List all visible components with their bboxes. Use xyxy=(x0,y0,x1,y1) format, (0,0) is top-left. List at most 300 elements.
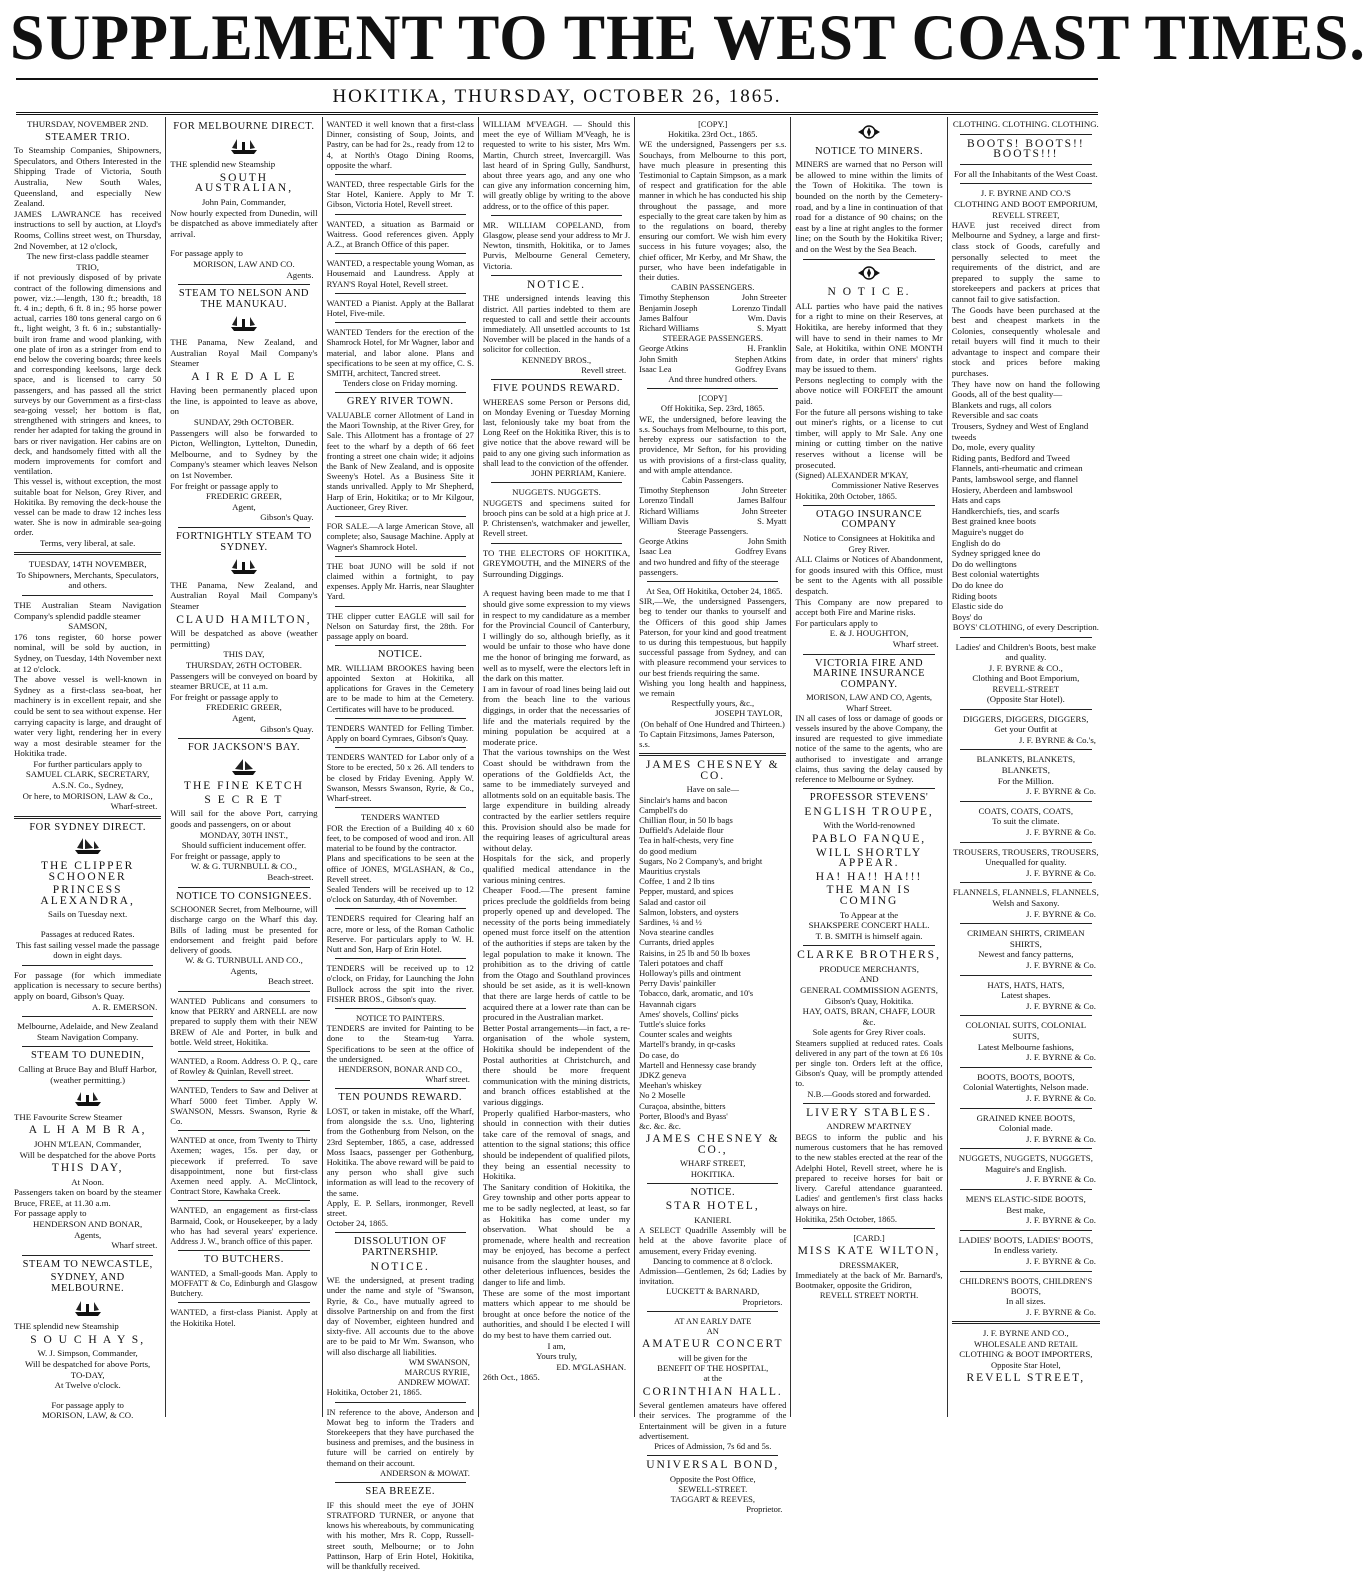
column-7 xyxy=(948,117,1104,1417)
ad-heading: STEERAGE PASSENGERS. xyxy=(662,333,763,344)
divider xyxy=(178,1080,309,1081)
ad-heading: COLONIAL SUITS, COLONIAL SUITS, xyxy=(965,1020,1087,1041)
ad-text: Newest and fancy patterns, xyxy=(978,949,1074,960)
ad-text: Get your Outfit at xyxy=(994,724,1058,735)
list-item: Tea in half-chests, very fine xyxy=(639,835,734,846)
divider xyxy=(491,215,622,216)
ad-heading: COATS, COATS, COATS, xyxy=(978,805,1074,816)
ad-text: Having been permanently placed upon the line, is appointed to leave as above, on xyxy=(170,385,318,417)
ad-heading: THE MAN IS COMING xyxy=(826,884,912,907)
list-item: Pepper, mustard, and spices xyxy=(639,886,734,897)
ad-text: Cheaper Food.—The present famine prices preclude the goldfields from being properly opened up and developed. The necessity of the ports being immediately opened must force itself on the attention of the authorities if steps are taken by the legal population to make it known. The prohibition as to the driving of cattle from the Otago and Southland provinces should be set aside, as it is well-known that there are large herds of cattle to be acquired there at a lower rate than can be procured in the Australian market. xyxy=(482,885,631,1023)
list-item: Sugars, No 2 Company's, and bright Mauritius crystals xyxy=(639,855,763,876)
ad-text: BOYS' CLOTHING, of every Description. xyxy=(952,622,1099,633)
divider xyxy=(22,595,153,596)
ad-agent: Proprietor. xyxy=(746,1504,783,1515)
ad-text: For passage (for which immediate application is necessary to secure berths) apply on board, Gibson's Quay. xyxy=(14,969,162,1001)
ad-text: MORISON, LAW AND CO, Agents, Wharf Street. xyxy=(806,692,933,713)
list-item: Elastic side do xyxy=(951,601,1003,612)
divider xyxy=(178,991,309,992)
list-item: Do, mole, every quality xyxy=(951,442,1035,453)
ad-heading: PROFESSOR STEVENS' xyxy=(809,792,929,804)
divider xyxy=(491,482,622,483)
ad-heading: JAMES CHESNEY & CO. xyxy=(645,759,780,782)
ad-heading: TEN POUNDS REWARD. xyxy=(338,1092,463,1104)
passenger-list xyxy=(639,292,786,333)
divider xyxy=(803,1228,934,1229)
ad-agent: W. & G. TURNBULL AND CO., xyxy=(185,955,303,966)
ad-heading: FIVE POUNDS REWARD. xyxy=(492,383,621,395)
ad-heading: VICTORIA FIRE AND MARINE INSURANCE COMPANY. xyxy=(812,657,926,690)
ad-text: BEGS to inform the public and his numerous customers that he has removed to the new stables erected at the rear of the Adelphi Hotel, Revell street, where he is prepared to receive horses for bait or livery. Careful attendance guaranteed. Ladies' and gentlemen's first class hacks always on hire. xyxy=(795,1132,943,1214)
ad-agent: J. F. BYRNE & Co. xyxy=(1026,959,1096,970)
list-item xyxy=(639,516,786,526)
ad-text: The new first-class paddle steamer xyxy=(26,251,149,262)
divider xyxy=(335,606,466,607)
ad-text: To suit the climate. xyxy=(992,816,1060,827)
divider xyxy=(335,1088,466,1089)
ad-agent: J. F. BYRNE & Co. xyxy=(1026,1052,1096,1063)
ad-text: THE splendid new Steamship xyxy=(170,159,276,170)
ad-text: WHEREAS some Person or Persons did, on Monday Evening or Tuesday Morning last, feloniously take my boat from the Long Reef on the Hokitika River, this is to give notice that the above reward will be paid to any one giving such information as shall lead to the conviction of the offender. xyxy=(482,396,631,468)
divider xyxy=(803,654,934,655)
ad-date: THURSDAY, NOVEMBER 2ND. xyxy=(27,119,149,129)
ship-name: S O U C H A Y S, xyxy=(30,1333,146,1346)
ad-agent: J. F. BYRNE & Co. xyxy=(1026,1256,1096,1267)
ad-heading: CABIN PASSENGERS. xyxy=(671,282,755,293)
ad-text: Latest Melbourne fashions, xyxy=(977,1041,1074,1052)
list-cell: John Streeter xyxy=(741,485,787,496)
ad-text: Will be despatched for the above Ports xyxy=(19,1149,156,1160)
list-item xyxy=(639,506,786,516)
list-cell: John Streeter xyxy=(741,292,787,303)
ad-text: Unequalled for quality. xyxy=(985,857,1067,868)
ad-text: SCHOONER Secret, from Melbourne, will discharge cargo on the Wharf this day. Bills of lading must be presented for endorsement and freight paid before delivery of goods. xyxy=(170,904,318,956)
ad-heading: Melbourne, Adelaide, and New Zealand Steam Navigation Company. xyxy=(17,1021,158,1042)
list-cell: H. Franklin xyxy=(747,343,787,354)
list-cell: Benjamin Joseph xyxy=(639,302,698,313)
divider xyxy=(803,505,934,506)
ad-text: For all the Inhabitants of the West Coast. xyxy=(953,168,1098,179)
columns xyxy=(10,117,1104,1571)
list-item xyxy=(639,495,786,505)
ad-text: A request having been made to me that I should give some expression to my views in respect to my candidature as a member for the Provincial Council of Canterbury, I willingly do so, although briefly, as it would be unfair to those who have done me the honor of bringing me forward, as well as to myself, were the electors left in the dark on this matter. xyxy=(482,588,631,684)
ad-date: TUESDAY, 14TH NOVEMBER, xyxy=(28,559,147,570)
divider xyxy=(960,164,1092,165)
ad-text: THE Favourite Screw Steamer xyxy=(14,1111,123,1122)
ad-text: WANTED, a first-class Pianist. Apply at the Hokitika Hotel. xyxy=(170,1307,318,1328)
ad-text: Clothing and Boot Emporium, xyxy=(972,673,1080,684)
ad-agent: FREDERIC GREER, xyxy=(206,702,282,713)
list-item: Best colonial watertights xyxy=(951,569,1040,580)
ad-text: For the future all persons wishing to take out miner's rights, or a license to cut timber, will apply to Mr Sale. Any one mining or cutting timber on the native reserves without a license will be prosecuted. xyxy=(795,406,943,470)
ad-agent: MARCUS RYRIE, xyxy=(404,1367,470,1378)
divider xyxy=(803,945,934,946)
ad-heading: J. F. BYRNE AND CO., xyxy=(982,1328,1069,1339)
ad-agent: J. F. BYRNE & Co. xyxy=(1026,1000,1096,1011)
ad-heading: NOTICE. xyxy=(690,1186,736,1198)
list-item: Coffee, 1 and 2 lb tins xyxy=(639,876,715,887)
ad-text: I am in favour of road lines being laid out from the beach line to the various diggings, in order that the necessaries of life and the materials required by the mining population be acquired at a moderate price. xyxy=(482,683,631,747)
ad-date: MONDAY, 30TH INST., xyxy=(199,829,288,840)
ad-text: Wishing you long health and happiness, we remain xyxy=(639,677,787,698)
list-cell: Timothy Stephenson xyxy=(639,292,710,303)
ad-heading: NOTICE. xyxy=(370,1260,430,1273)
ad-text: Best make, xyxy=(1006,1204,1046,1215)
ad-text: TENDERS WANTED for Felling Timber. Apply on board Cymraes, Gibson's Quay. xyxy=(326,722,474,743)
divider xyxy=(178,1302,309,1303)
ad-text: AND xyxy=(859,974,879,985)
ad-agent: TAGGART & REEVES, xyxy=(670,1494,755,1505)
ad-text: WE the undersigned, Passengers per s.s. Souchays, from Melbourne to this port, have much pleasure in presenting this Testimonial to Captain Simpson, as a mark of respect and gratification for the able manner in which he has conducted his ship throughout the passage, and more especially to the great care taken by him as to the regulations on board, thereby ensuring our comfort. We wish him every success in his future voyages; also, the chief officer, Mr Kerby, and Mr Shaw, the purser, who have been indefatigable in their duties. xyxy=(639,139,787,283)
ad-text: JAMES LAWRANCE has received instructions to sell by auction, at Lloyd's Rooms, Collins street west, on Thursday, 2nd November, at 12 o'clock, xyxy=(14,208,162,251)
list-item: Counter scales and weights xyxy=(639,1029,732,1040)
dateline: HOKITIKA, THURSDAY, OCTOBER 26, 1865. xyxy=(332,86,782,107)
divider xyxy=(639,753,786,756)
divider xyxy=(335,645,466,646)
ad-heading: BOOTS! BOOTS!! BOOTS!!! xyxy=(966,137,1085,161)
ad-text: MR. WILLIAM COPELAND, from Glasgow, please send your address to Mr J. Newton, tinsmith, Hokitika, or to James Purvis, Melbourne General Cemetery, Victoria. xyxy=(482,219,631,271)
ad-text: THE clipper cutter EAGLE will sail for Nelson on Saturday first, the 28th. For passage apply on board. xyxy=(326,610,474,641)
ad-text: (Opposite Star Hotel). xyxy=(986,694,1065,705)
ad-text: WANTED, a Room. Address O. P. Q., care of Rowley & Quinlan, Revell street. xyxy=(170,1056,318,1077)
ad-agent: JAMES CHESNEY & CO., xyxy=(645,1133,780,1156)
ship-name: A L H A M B R A, xyxy=(28,1124,147,1137)
ad-text: And three hundred others. xyxy=(668,374,758,385)
divider xyxy=(960,923,1092,924)
ship-name: PRINCESS ALEXANDRA, xyxy=(40,884,135,907)
ad-agent: MORISON, LAW, & CO. xyxy=(41,1410,134,1421)
ad-text: Sole agents for Grey River coals. xyxy=(812,1027,926,1038)
list-cell: John Smith xyxy=(747,536,787,547)
divider xyxy=(335,174,466,175)
ad-date: THURSDAY, 26TH OCTOBER. xyxy=(185,659,302,670)
ship-icon xyxy=(14,1299,161,1320)
ad-text: Colonial made. xyxy=(998,1123,1053,1134)
list-item: Taleri potatoes and chaff xyxy=(639,957,724,968)
ad-text: In all sizes. xyxy=(1005,1296,1046,1307)
ad-text: To Shipowners, Merchants, Speculators, and others. xyxy=(16,569,159,591)
ad-agent: Agents, xyxy=(74,1229,102,1240)
ad-text: WANTED, Tenders to Saw and Deliver at Wharf 5000 feet Timber. Apply W. SWANSON, Messrs. Swanson, Ryrie & Co. xyxy=(170,1085,318,1127)
ad-text: TENDERS required for Clearing half an acre, more or less, of the Roman Catholic Reserve. For particulars apply to W. H. Nutt and Son, Harp of Erin Hotel. xyxy=(326,913,474,954)
ad-text: Passengers will also be forwarded to Picton, Wellington, Lyttelton, Dunedin, Melbourne, and to Sydney by the Company's steamer which leaves Nelson on 1st November. xyxy=(170,427,318,481)
ad-heading: NOTICE TO PAINTERS. xyxy=(356,1013,445,1023)
ad-text: At Twelve o'clock. xyxy=(54,1380,121,1391)
ad-text: Respectfully yours, &c., xyxy=(671,698,755,709)
list-item: Nova stearine candles xyxy=(639,927,714,938)
ad-heading: DIGGERS, DIGGERS, DIGGERS, xyxy=(963,713,1089,724)
ad-text: THE splendid new Steamship xyxy=(14,1321,119,1332)
list-cell: Richard Williams xyxy=(639,323,699,334)
ad-agent: Proprietors. xyxy=(742,1296,783,1307)
divider xyxy=(22,1016,153,1017)
divider xyxy=(335,516,466,517)
list-item: Riding pants, Bedford and Tweed xyxy=(951,452,1070,463)
list-cell: Wm. Davis xyxy=(747,312,787,323)
ad-heading: REVELL STREET, xyxy=(966,1371,1086,1384)
ad-text: Have on sale— xyxy=(686,784,739,795)
ad-agent: ANDREW MOWAT. xyxy=(397,1377,470,1388)
divider xyxy=(952,1321,1100,1324)
ad-agent: WHARF STREET, xyxy=(680,1158,746,1169)
divider xyxy=(22,965,153,966)
list-item: Trousers, Sydney and West of England tweeds xyxy=(951,421,1089,442)
ad-text: WILLIAM M'VEAGH. — Should this meet the eye of William M'Veagh, he is requested to write to his sister, Mrs Wm. Martin, Church street, Invercargill. Was last heard of in Spring Gully, Sandhurst, about three years ago, and any one who can give any information concerning him, will greatly oblige by writing to the above address, or to the office of this paper. xyxy=(482,119,631,211)
divider xyxy=(335,214,466,215)
ad-text: The above vessel is well-known in Sydney as a first-class sea-boat, her machinery is in excellent repair, and she could be sent to sea without expense. Her carrying capacity is large, and draught of water very light, rendering her in every way a most desirable steamer for the Hokitika trade. xyxy=(14,674,162,759)
ad-text: Tenders close on Friday morning. xyxy=(343,378,458,389)
list-cell: James Balfour xyxy=(737,495,787,506)
list-item: Handkerchiefs, ties, and scarfs xyxy=(951,505,1060,516)
ad-text: ALL Claims or Notices of Abandonment, for goods insured with this Office, must be sent to the Agents with all possible despatch. xyxy=(795,554,943,596)
ad-text: Passages at reduced Rates. xyxy=(40,929,135,939)
ad-text: Hokitika, October 21, 1865. xyxy=(326,1387,422,1398)
ad-heading: FOR MELBOURNE DIRECT. xyxy=(173,121,315,132)
ad-text: Should sufficient inducement offer. xyxy=(181,840,307,851)
list-item: Hats and caps xyxy=(951,495,1001,506)
divider xyxy=(491,543,622,544)
ad-text: JOHN M'LEAN, Commander, xyxy=(34,1138,142,1149)
ad-text: WANTED, a respectable young Woman, as Housemaid and Laundress. Apply at RYAN'S Royal Hotel, Revell street. xyxy=(326,258,474,289)
ad-agent: Agent, xyxy=(232,712,256,723)
ad-date: At Sea, Off Hokitika, October 24, 1865. xyxy=(646,585,783,596)
divider xyxy=(178,1250,309,1251)
ad-agent: SAMUEL CLARK, SECRETARY, xyxy=(25,769,150,780)
ad-text: They have now on hand the following Goods, all of the best quality— xyxy=(951,378,1100,400)
ad-agent: W. & G. TURNBULL & CO., xyxy=(190,861,297,872)
ad-text: Apply, E. P. Sellars, ironmonger, Revell street. xyxy=(326,1197,474,1219)
divider xyxy=(335,293,466,294)
ad-text: To Steamship Companies, Shipowners, Speculators, and Others Interested in the Shipping Trade of Victoria, South Australia, New South Wales, Queensland, and especially New Zealand. xyxy=(14,145,162,209)
ad-heading: DISSOLUTION OF PARTNERSHIP. xyxy=(353,1236,447,1259)
list-cell: Isaac Lea xyxy=(639,363,672,374)
ad-heading: SEA BREEZE. xyxy=(365,1486,436,1498)
list-cell: James Balfour xyxy=(639,312,688,323)
divider xyxy=(178,1051,309,1052)
list-cell: Stephen Atkins xyxy=(734,353,787,364)
ad-heading: AMATEUR CONCERT xyxy=(642,1338,784,1351)
ad-agent: HENDERSON, BONAR AND CO., xyxy=(338,1064,463,1075)
ad-text: HAVE just received direct from Melbourne and Sydney, a large and first-class stock of Goods, carefully and personally selected to meet the requirements of the district, and are prepared to supply the same to storekeepers and packers at prices that cannot fail to give satisfaction. xyxy=(951,219,1100,304)
ad-agent: J. F. BYRNE & Co. xyxy=(1026,1092,1096,1103)
ad-text: Will be despatched for above Ports, xyxy=(25,1359,151,1369)
ad-text: IN all cases of loss or damage of goods or vessels insured by the above Company, the insured are requested to give immediate notice of the same to the agents, who are authorised to investigate and arrange claims, thus saving the delay caused by reference to Melbourne or Sydney. xyxy=(795,712,943,784)
ad-heading: FLANNELS, FLANNELS, FLANNELS, xyxy=(952,887,1099,898)
list-item: Holloway's pills and ointment xyxy=(639,968,741,979)
ad-text: will be given for the xyxy=(678,1352,748,1363)
divider xyxy=(960,882,1092,883)
ad-text: For particulars apply to xyxy=(795,617,878,628)
passenger-list xyxy=(639,485,786,526)
ad-text: AN xyxy=(706,1326,719,1337)
ad-heading: TO BUTCHERS. xyxy=(203,1254,284,1266)
ad-text: This Company are now prepared to accept both Fire and Marine risks. xyxy=(795,596,943,618)
divider xyxy=(960,842,1092,843)
ad-text: VALUABLE corner Allotment of Land in the Maori Township, at the River Grey, for Sale. This Allotment has a frontage of 27 feet to the wharf by a depth of 66 feet fronting a street one chain wide; it adjoins the Bank of New Zealand, and is opposite Sweeny's Hotel. As a Business Site it stands unrivalled. Apply to Mr Shepherd, Harp of Erin, Hokitika; or to Mr Kilgour, Auctioneer, Grey River. xyxy=(326,410,474,512)
divider xyxy=(960,1067,1092,1068)
ad-heading: NOTICE. xyxy=(377,649,423,661)
ad-text: Properly qualified Harbor-masters, who should in connection with their duties take care of the removal of snags, and attention to the signal stations; this office should be independent of qualified pilots, they being an essential necessity to Hokitika. xyxy=(482,1107,631,1182)
ad-agent: J. F. BYRNE & Co. xyxy=(1026,786,1096,797)
ad-text: For further particulars apply to xyxy=(33,758,142,769)
ad-agent: E. & J. HOUGHTON, xyxy=(829,628,909,639)
ad-heading: STEAM TO NEWCASTLE, xyxy=(22,1258,153,1270)
ad-text: N.B.—Goods stored and forwarded. xyxy=(807,1088,931,1099)
ad-text: 26th Oct., 1865. xyxy=(482,1372,540,1383)
ad-text: Sealed Tenders will be received up to 12 o'clock on Saturday, 4th of November. xyxy=(326,883,474,905)
ship-icon xyxy=(170,758,317,779)
ad-agent: A.S.N. Co., Sydney, xyxy=(52,780,124,791)
ad-text: WANTED, an engagement as first-class Barmaid, Cook, or Housekeeper, by a lady who has had several years' experience. Address J. W., branch office of this paper. xyxy=(170,1205,318,1247)
ad-text: [CARD.] xyxy=(853,1232,885,1243)
ad-heading: GREY RIVER TOWN. xyxy=(346,396,454,408)
ad-text: TENDERS WANTED for Labor only of a Store to be erected, 50 x 26. All tenders to be closed by Friday Evening. Apply W. Swanson, Messrs Swanson, Ryrie, & Co., Wharf-street. xyxy=(326,752,474,803)
ad-text: MR. WILLIAM BROOKES having been appointed Sexton at Hokitika, all applications for Graves in the Cemetery are to be made to him at the Cemetery. Certificates will have to be produced. xyxy=(326,662,474,714)
ad-text: A SELECT Quadrille Assembly will be held at the above favorite place of amusement, every Friday evening. xyxy=(639,1225,787,1256)
divider xyxy=(22,1046,153,1047)
ad-agent: J. F. BYRNE & Co. xyxy=(1026,1133,1096,1144)
ad-text: Now hourly expected from Dunedin, will be dispatched as above immediately after arrival. xyxy=(170,207,318,239)
ad-text: Welsh and Saxony. xyxy=(992,898,1060,909)
ship-icon xyxy=(170,137,317,158)
list-item xyxy=(639,364,786,374)
list-item: Chillian flour, in 50 lb bags xyxy=(639,814,733,825)
ship-name: TRIO, xyxy=(76,261,99,272)
ad-text: THE boat JUNO will be sold if not claimed within a fortnight, to pay expenses. Apply Mr. Harris, near Slaughter Yard. xyxy=(326,560,474,602)
ad-text: WANTED Tenders for the erection of the Shamrock Hotel, for Mr Wagner, labor and material, and labor alone. Plans and specifications to be seen at my office, C. S. SMITH, architect, Tancred street. xyxy=(326,327,474,379)
list-item xyxy=(639,313,786,323)
list-item: Do do wellingtons xyxy=(951,558,1017,569)
ad-heading: STEAM TO NELSON AND THE MANUKAU. xyxy=(178,288,309,310)
ad-text: For the Million. xyxy=(997,775,1054,786)
ad-text: Hospitals for the sick, and properly qualified medical attendance in the various mining centres. xyxy=(482,853,631,885)
ad-text: ALL parties who have paid the natives for a right to mine on their Reserves, at Hokitika, are hereby informed that they will have to send in their names to Mr Sale, at Hokitika, within ONE MONTH from date, in order that miners' rights may be issued to them. xyxy=(795,300,943,375)
list-cell: S. Myatt xyxy=(757,323,787,334)
ad-text: Opposite the Post Office, xyxy=(669,1473,756,1484)
ad-text: Plans and specifications to be seen at the office of JONES, M'GLASHAN, & Co., Revell street. xyxy=(326,853,474,884)
divider xyxy=(803,1103,934,1104)
list-item: Tobacco, dark, aromatic, and 10's xyxy=(639,988,754,999)
divider xyxy=(16,112,1098,115)
ad-text: THE Panama, New Zealand, and Australian Royal Mail Company's Steamer xyxy=(170,336,318,369)
ad-text: W. J. Simpson, Commander, xyxy=(37,1348,138,1359)
list-cell: Timothy Stephenson xyxy=(639,485,710,496)
ad-heading: STEAM TO DUNEDIN, xyxy=(30,1050,145,1062)
ad-heading: AT AN EARLY DATE xyxy=(674,1315,752,1326)
ad-heading: PABLO FANQUE, xyxy=(811,832,927,845)
divider xyxy=(803,259,934,260)
ad-text: Gibson's Quay, Hokitika. xyxy=(824,995,914,1006)
column-6 xyxy=(791,117,947,1417)
divider xyxy=(335,1482,466,1483)
ad-heading: CLOTHING. CLOTHING. CLOTHING. xyxy=(952,119,1099,129)
list-cell: George Atkins xyxy=(639,536,689,547)
list-item: Boys' do xyxy=(951,611,983,622)
ad-text: Yours truly, xyxy=(535,1351,578,1362)
ad-text: BENEFIT OF THE HOSPITAL, xyxy=(657,1363,769,1374)
ad-agent: HOKITIKA. xyxy=(690,1168,735,1179)
crest-icon xyxy=(795,123,942,144)
divider xyxy=(335,747,466,748)
ad-heading: HA! HA!! HA!!! xyxy=(815,870,923,883)
ad-agent: KENNEDY BROS., xyxy=(521,354,592,365)
divider xyxy=(335,253,466,254)
list-item: Best grained knee boots xyxy=(951,516,1036,527)
ad-text: DRESSMAKER, xyxy=(839,1259,899,1270)
divider xyxy=(14,552,161,555)
goods-list xyxy=(639,795,786,1132)
ad-text: REVELL-STREET xyxy=(992,683,1060,694)
ad-agent: Wharf street. xyxy=(425,1074,470,1085)
ad-text: FOR the Erection of a Building 40 x 60 feet, to be composed of wood and iron. All material to be found by the contractor. xyxy=(326,822,474,854)
ad-date: Off Hokitika, Sep. 23rd, 1865. xyxy=(660,403,765,414)
ad-text: at the xyxy=(703,1373,723,1384)
ad-date: THIS DAY, xyxy=(51,1162,124,1175)
list-cell: Lorenzo Tindall xyxy=(731,302,787,313)
ad-text: I am, xyxy=(547,1340,566,1351)
ad-text: For passage apply to xyxy=(170,248,243,259)
divider xyxy=(960,1148,1092,1149)
divider xyxy=(960,637,1092,638)
newspaper-title: SUPPLEMENT TO THE WEST COAST TIMES. xyxy=(10,2,1366,74)
divider xyxy=(960,749,1092,750)
ad-heading: STAR HOTEL, xyxy=(665,1200,760,1213)
ad-text: These are some of the most important matters which appear to me should be brought at once before the notice of the authorities, and should I be elected I will do my best to have them carried out. xyxy=(482,1287,631,1341)
list-item: Perry Davis' painkiller xyxy=(639,978,716,989)
ad-agent: J. F. BYRNE & Co. xyxy=(1026,1306,1096,1317)
list-item: &c. &c. &c. xyxy=(639,1121,681,1132)
ad-agent: FREDERIC GREER, xyxy=(206,491,282,502)
ad-text: With the World-renowned xyxy=(823,820,915,831)
ad-heading: N O T I C E. xyxy=(827,286,911,299)
divider xyxy=(960,1015,1092,1016)
goods-list xyxy=(952,400,1100,622)
ad-text: IN reference to the above, Anderson and Mowat beg to inform the Traders and Storekeepers that they have purchased the business and premises, and the business in future will be carried on entirely by themand on their account. xyxy=(326,1406,474,1468)
ad-agent: MORISON, LAW AND CO. xyxy=(193,258,295,269)
passenger-list xyxy=(639,343,786,374)
list-item: Do case, do xyxy=(639,1049,680,1060)
ad-text: THE undersigned intends leaving this district. All parties indebted to them are requested to call and settle their accounts immediately. All unsettled accounts to 1st November will be placed in the hands of a solicitor for collection. xyxy=(482,293,631,355)
ad-heading: FOR SYDNEY DIRECT. xyxy=(29,821,146,833)
ad-agent: LUCKETT & BARNARD, xyxy=(666,1286,760,1297)
ad-text: REVELL STREET, xyxy=(992,209,1060,220)
list-item: Tuttle's sluice forks xyxy=(639,1019,706,1030)
ad-heading: NOTICE. xyxy=(526,278,586,291)
ad-text: The Sanitary condition of Hokitika, the Grey township and other ports appear to me to be sadly neglected, at least, so far as Hokitika has come under my observation. What should be a promenade, where health and recreation may be enjoyed, has become a perfect nuisance from the slaughter houses, and other deleterious influences, besides the danger to life and limb. xyxy=(482,1181,631,1288)
list-item xyxy=(639,303,786,313)
list-item: Sardines, ¼ and ½ xyxy=(639,917,702,928)
ad-heading: LIVERY STABLES. xyxy=(806,1106,932,1119)
ad-agent: J. F. BYRNE & Co. xyxy=(1026,1174,1096,1185)
column-5 xyxy=(635,117,791,1515)
ship-icon xyxy=(170,557,317,578)
list-item: Blankets and rugs, all colors xyxy=(951,399,1052,410)
divider xyxy=(335,908,466,909)
ad-agent: Commissioner Native Reserves xyxy=(831,480,939,491)
crest-icon xyxy=(795,264,942,285)
list-item: Campbell's do xyxy=(639,804,688,815)
divider xyxy=(335,1008,466,1009)
ad-text: Steamers supplied at reduced rates. Coals delivered in any part of the town at £6 10s per single ton. Orders left at the office, Gibson's Quay, will be promptly attended to. xyxy=(795,1037,943,1089)
ad-agent: (Signed) ALEXANDER M'KAY, xyxy=(795,470,909,481)
ad-heading: STEAMER TRIO. xyxy=(45,131,131,143)
ship-name: S E C R E T xyxy=(204,793,284,806)
ad-agent: Beach-street. xyxy=(267,872,314,883)
ad-text: [COPY] xyxy=(698,393,727,404)
divider xyxy=(14,816,161,819)
ad-text: [COPY.] xyxy=(698,119,728,129)
